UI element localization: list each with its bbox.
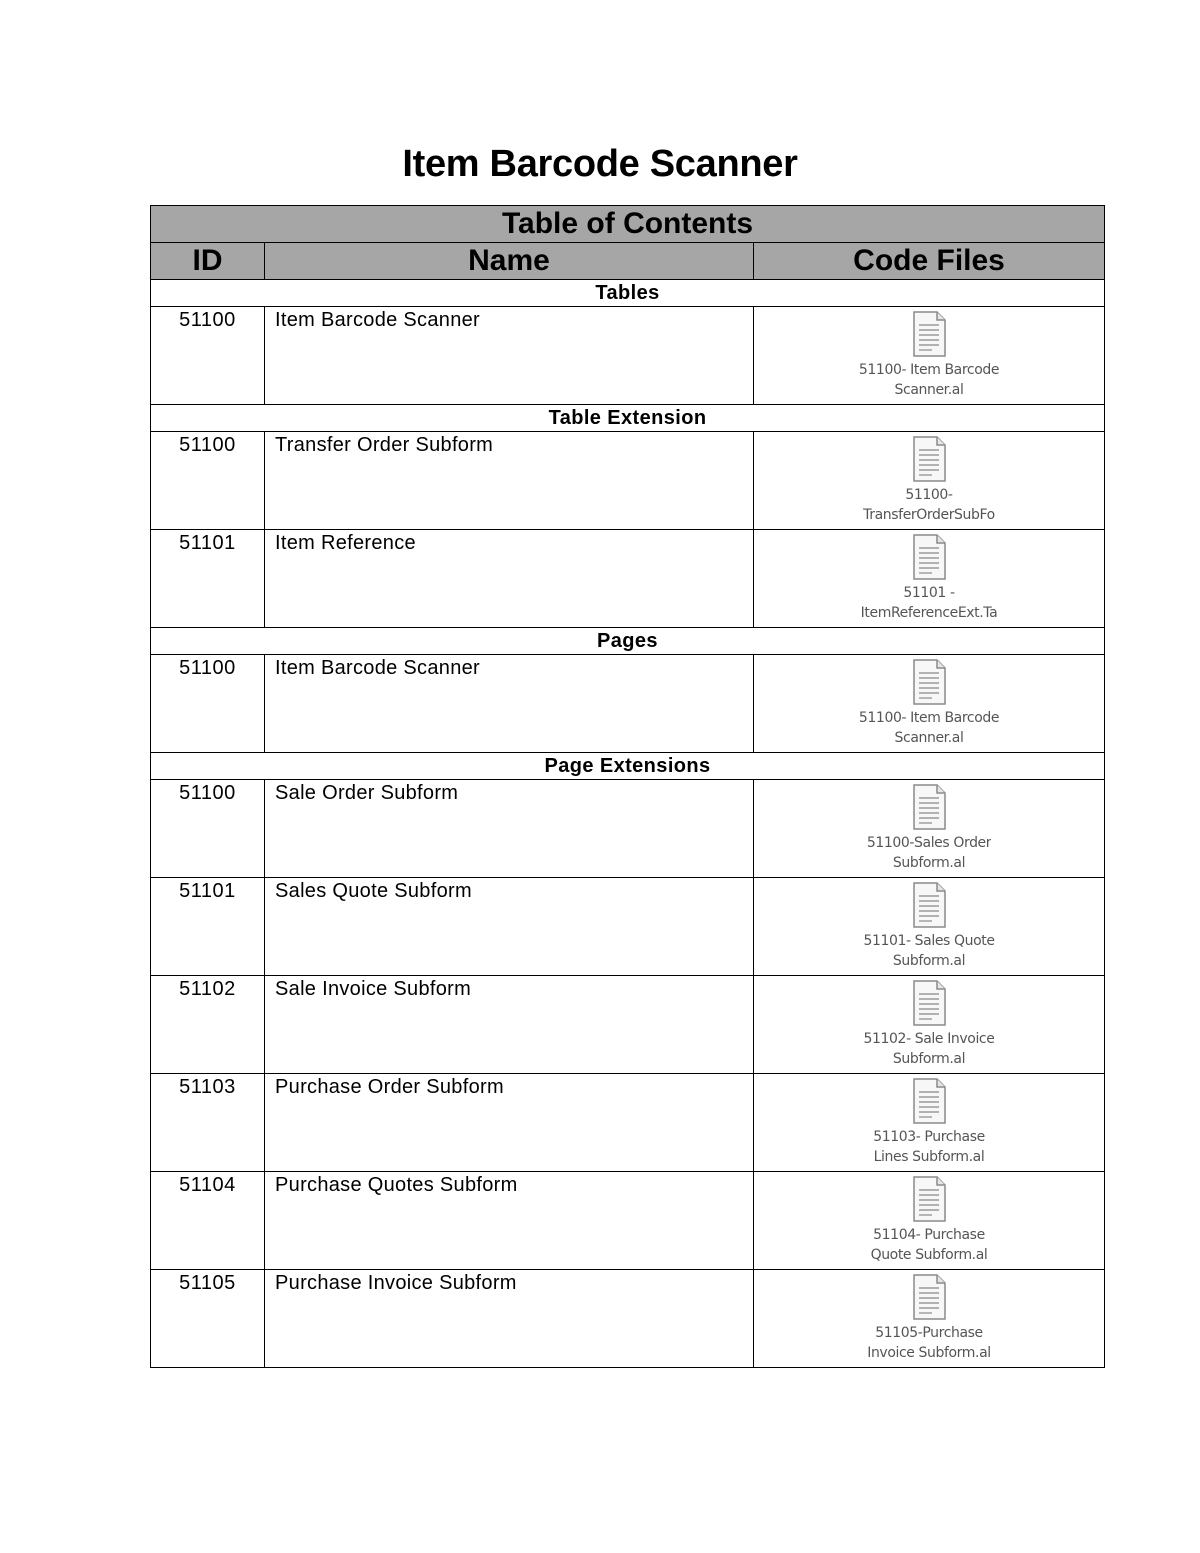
section-row: [151, 280, 1105, 307]
table-row: [151, 655, 1105, 753]
section-label: Page Extensions: [151, 753, 1105, 780]
object-id: 51100: [151, 655, 265, 753]
table-of-contents: [150, 205, 1105, 1368]
column-header-code-files: Code Files: [754, 243, 1105, 280]
object-name: Purchase Invoice Subform: [265, 1270, 754, 1368]
code-file-attachment[interactable]: [829, 784, 1029, 873]
object-name: Item Barcode Scanner: [265, 307, 754, 405]
toc-body: [151, 280, 1105, 1368]
document-file-icon: [912, 980, 946, 1026]
code-file-cell: [754, 432, 1105, 530]
object-id: 51100: [151, 307, 265, 405]
object-name: Purchase Order Subform: [265, 1074, 754, 1172]
object-name: Item Reference: [265, 530, 754, 628]
code-file-cell: [754, 307, 1105, 405]
document-file-icon: [912, 534, 946, 580]
code-file-cell: [754, 530, 1105, 628]
table-row: [151, 432, 1105, 530]
document-file-icon: [912, 436, 946, 482]
code-file-name: 51101 - ItemReferenceExt.Ta: [860, 585, 998, 621]
document-file-icon: [912, 882, 946, 928]
object-id: 51102: [151, 976, 265, 1074]
code-file-cell: [754, 1270, 1105, 1368]
code-file-attachment[interactable]: [829, 534, 1029, 623]
code-file-cell: [754, 1172, 1105, 1270]
table-row: [151, 878, 1105, 976]
object-name: Sale Order Subform: [265, 780, 754, 878]
object-id: 51105: [151, 1270, 265, 1368]
code-file-cell: [754, 878, 1105, 976]
object-name: Sales Quote Subform: [265, 878, 754, 976]
object-id: 51100: [151, 780, 265, 878]
object-id: 51104: [151, 1172, 265, 1270]
section-row: [151, 405, 1105, 432]
code-file-cell: [754, 655, 1105, 753]
object-name: Transfer Order Subform: [265, 432, 754, 530]
object-id: 51103: [151, 1074, 265, 1172]
table-row: [151, 1074, 1105, 1172]
code-file-name: 51100- Item Barcode Scanner.al: [858, 710, 1000, 746]
document-file-icon: [912, 659, 946, 705]
toc-heading: Table of Contents: [151, 206, 1105, 243]
code-file-name: 51100- Item Barcode Scanner.al: [858, 362, 1000, 398]
section-label: Table Extension: [151, 405, 1105, 432]
code-file-cell: [754, 1074, 1105, 1172]
column-header-name: Name: [265, 243, 754, 280]
object-id: 51101: [151, 530, 265, 628]
code-file-attachment[interactable]: [829, 659, 1029, 748]
table-row: [151, 1270, 1105, 1368]
code-file-name: 51100- TransferOrderSubFo: [863, 487, 995, 523]
table-row: [151, 1172, 1105, 1270]
section-row: [151, 753, 1105, 780]
section-label: Pages: [151, 628, 1105, 655]
object-name: Sale Invoice Subform: [265, 976, 754, 1074]
table-row: [151, 530, 1105, 628]
code-file-name: 51104- Purchase Quote Subform.al: [870, 1227, 988, 1263]
code-file-attachment[interactable]: [829, 436, 1029, 525]
section-row: [151, 628, 1105, 655]
code-file-name: 51103- Purchase Lines Subform.al: [873, 1129, 985, 1165]
column-header-id: ID: [151, 243, 265, 280]
table-row: [151, 307, 1105, 405]
code-file-name: 51102- Sale Invoice Subform.al: [863, 1031, 995, 1067]
document-file-icon: [912, 784, 946, 830]
code-file-attachment[interactable]: [829, 980, 1029, 1069]
table-row: [151, 780, 1105, 878]
document-file-icon: [912, 1078, 946, 1124]
document-file-icon: [912, 1274, 946, 1320]
code-file-name: 51105-Purchase Invoice Subform.al: [867, 1325, 991, 1361]
code-file-cell: [754, 780, 1105, 878]
code-file-attachment[interactable]: [829, 1274, 1029, 1363]
code-file-attachment[interactable]: [829, 311, 1029, 400]
object-id: 51101: [151, 878, 265, 976]
code-file-name: 51101- Sales Quote Subform.al: [863, 933, 995, 969]
object-name: Purchase Quotes Subform: [265, 1172, 754, 1270]
code-file-attachment[interactable]: [829, 882, 1029, 971]
code-file-attachment[interactable]: [829, 1176, 1029, 1265]
section-label: Tables: [151, 280, 1105, 307]
table-row: [151, 976, 1105, 1074]
code-file-cell: [754, 976, 1105, 1074]
document-file-icon: [912, 311, 946, 357]
object-name: Item Barcode Scanner: [265, 655, 754, 753]
document-title: Item Barcode Scanner: [402, 143, 798, 185]
object-id: 51100: [151, 432, 265, 530]
document-file-icon: [912, 1176, 946, 1222]
code-file-attachment[interactable]: [829, 1078, 1029, 1167]
code-file-name: 51100-Sales Order Subform.al: [866, 835, 992, 871]
